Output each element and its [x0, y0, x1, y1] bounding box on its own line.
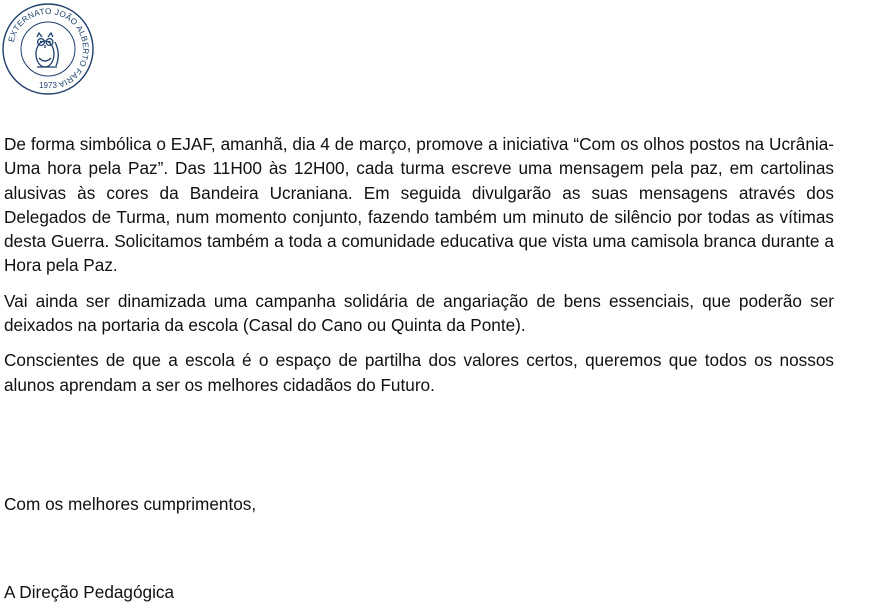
- paragraph-values: Conscientes de que a escola é o espaço de partilha dos valores certos, queremos que todos os nossos alunos aprendam a ser os melhores cidadãos do Futuro.: [4, 350, 834, 395]
- logo-ring-text: EXTERNATO JOÃO ALBERTO FARIA: [6, 6, 91, 90]
- closing-line: Com os melhores cumprimentos,: [4, 494, 257, 514]
- owl-icon: [36, 33, 58, 67]
- signature-line: A Direção Pedagógica: [4, 582, 175, 602]
- svg-text:EXTERNATO JOÃO ALBERTO FARIA: [7, 7, 90, 89]
- school-seal-icon: [1, 2, 95, 96]
- paragraph-campaign: Vai ainda ser dinamizada uma campanha solidária de angariação de bens essenciais, que poderão ser deixados na portaria da escola (Casal do Cano ou Quinta da Ponte).: [4, 290, 834, 336]
- paragraph-initiative: De forma simbólica o EJAF, amanhã, dia 4 de março, promove a iniciativa “Com os olhos postos na Ucrânia- Uma hora pela Paz”. Das 11H00 às 12H00, cada turma escreve uma mensagem pela paz, em cartolinas alusivas às cores da Bandeira Ucraniana. Em seguida divulgarão as suas mensagens através dos Delegados de Turma, num momento conjunto, fazendo também um minuto de silêncio por todas as vítimas desta Guerra. Solicitamos também a toda a comunidade educativa que vista uma camisola branca durante a Hora pela Paz.: [4, 134, 834, 276]
- school-logo: [1, 2, 95, 96]
- letter-body: [4, 132, 834, 397]
- logo-year: 1973: [39, 81, 57, 90]
